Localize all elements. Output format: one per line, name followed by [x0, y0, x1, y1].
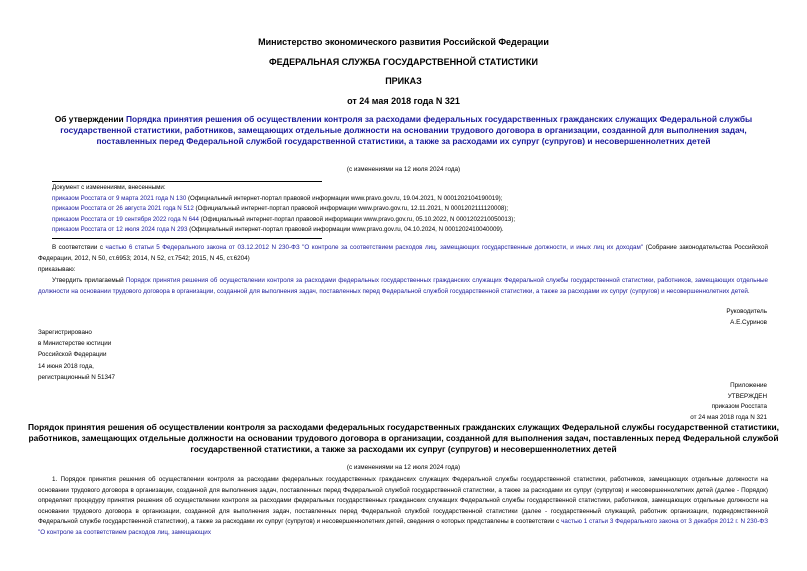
doc-change-link[interactable]: приказом Росстата от 26 августа 2021 года N 512 [52, 205, 194, 213]
paragraph-1-text: 1. Порядок принятия решения об осуществлении контроля за расходами федеральных государственных гражданских служащих Федеральной службы государственной статистики, работников, замещающих отдельные должности на основании трудового договора в организации, созданной для выполнения задач, поставленных перед Федеральной службой государственной статистики, а также за расходами их супруг (супругов) и несовершеннолетних детей (далее - Порядок) определяет процедуру принятия решения об осуществлении контроля за расходами федеральных государственных гражданских служащих Федеральной службы государственной статистики, работников, замещающих отдельные должности на основании трудового договора в организации, созданной для выполнения задач, поставленных перед Федеральной службой государственной статистики (далее - государственный служащий, работник организации, подведомственной Федеральной службе государственной статистики), а также за расходами их супруг (супругов) и несовершеннолетних детей, сведения о которых представлены в соответствии с [38, 476, 768, 526]
order-verb: приказываю: [38, 266, 76, 273]
doc-change-item [52, 215, 515, 225]
doc-type: ПРИКАЗ [385, 76, 422, 86]
appendix-line: Приложение [730, 382, 767, 389]
doc-changes-heading: Документ с изменениями, внесенными: [52, 184, 166, 191]
appendix-line: УТВЕРЖДЕН [727, 392, 767, 400]
registration-line: 14 июня 2018 года, [38, 362, 94, 370]
registration-block [38, 327, 115, 383]
registration-line: Зарегистрировано [38, 329, 92, 336]
approve-procedure-link[interactable]: Порядок принятия решения об осуществлении контроля за расходами федеральных государственных гражданских служащих Федеральной службы государственной статистики, работников, замещающих отдельные должности на основании трудового договора в организации, созданной для выполнения задач, поставленных перед Федеральной службой государственной статистики, а также за расходами их супруг (супругов) и несовершеннолетних детей [38, 277, 769, 295]
order-title-link[interactable]: Порядка принятия решения об осуществлении контроля за расходами федеральных государственных гражданских служащих Федеральной службы государственной статистики, работников, замещающих отдельные должности на основании трудового договора в организации, созданной для выполнения задач, поставленных перед Федеральной службой государственной статистики, а также за расходами их супруг (супругов) и несовершеннолетних детей [60, 114, 753, 146]
divider [52, 181, 322, 182]
approve-end: . [747, 287, 750, 295]
doc-change-source: (Официальный интернет-портал правовой информации www.pravo.gov.ru, 04.10.2024, N 0001202410040009). [187, 226, 504, 234]
signature-role: Руководитель [726, 308, 767, 315]
approve-start: Утвердить прилагаемый [52, 277, 126, 284]
changes-note-2: (с изменениями на 12 июля 2024 года) [346, 464, 461, 471]
doc-change-source: (Официальный интернет-портал правовой информации www.pravo.gov.ru, 05.10.2022, N 0001202210050013); [198, 215, 516, 223]
appendix-block [690, 381, 767, 423]
registration-line: в Министерстве юстиции [38, 340, 112, 348]
procedure-title: Порядок принятия решения об осуществлении контроля за расходами федеральных государственных гражданских служащих Федеральной службы государственной статистики, работников, замещающих отдельные должности на основании трудового договора в организации, созданной для выполнения задач, поставленных перед Федеральной службой государственной статистики, а также за расходами их супруг (супругов) и несовершеннолетних детей [28, 422, 779, 454]
order-title [40, 114, 767, 147]
paragraph-1-law-link[interactable]: частью 1 статьи 3 Федерального закона от 3 декабря 2012 г. N 230-ФЗ "О контроле за соответствием расходов лиц, замещающих [38, 518, 768, 536]
paragraph-1 [38, 475, 768, 539]
doc-change-item [52, 225, 515, 235]
doc-change-link[interactable]: приказом Росстата от 19 сентября 2022 года N 644 [52, 215, 199, 223]
approve-paragraph [38, 276, 768, 297]
preamble-law-link[interactable]: частью 6 статьи 5 Федерального закона от 03.12.2012 N 230-ФЗ "О контроле за соответствием расходов лиц, замещающих государственные должности, и иных лиц их доходам" [105, 244, 644, 251]
doc-change-source: (Официальный интернет-портал правовой информации www.pravo.gov.ru, 12.11.2021, N 0001202111120008); [193, 205, 509, 213]
service-name: ФЕДЕРАЛЬНАЯ СЛУЖБА ГОСУДАРСТВЕННОЙ СТАТИСТИКИ [269, 57, 538, 67]
divider [52, 238, 322, 239]
doc-change-item [52, 204, 515, 214]
signature-name: А.Е.Суринов [730, 318, 767, 326]
appendix-line: приказом Росстата [711, 403, 767, 410]
doc-change-link[interactable]: приказом Росстата от 9 марта 2021 года N 130 [52, 194, 187, 202]
changes-note: (с изменениями на 12 июля 2024 года) [346, 166, 461, 173]
order-date-number: от 24 мая 2018 года N 321 [347, 96, 460, 106]
appendix-line: от 24 мая 2018 года N 321 [690, 413, 767, 421]
doc-changes-block [52, 183, 515, 235]
doc-change-link[interactable]: приказом Росстата от 12 июля 2024 года N 293 [52, 226, 188, 234]
preamble-source: (Собрание законодательства Российской Федерации, 2012, N 50, ст.6953; 2014, N 52, ст.7542; 2015, N 45, ст.6204) [38, 244, 769, 262]
order-title-prefix: Об утверждении [54, 114, 126, 124]
ministry-name: Министерство экономического развития Российской Федерации [258, 37, 549, 47]
doc-change-source: (Официальный интернет-портал правовой информации www.pravo.gov.ru, 19.04.2021, N 0001202104190019); [186, 194, 503, 202]
signature-block [726, 307, 767, 328]
preamble-start: В соответствии с [52, 244, 106, 251]
registration-line: регистрационный N 51347 [38, 373, 116, 381]
registration-line: Российской Федерации [38, 351, 107, 359]
preamble-paragraph [38, 243, 768, 264]
doc-change-item [52, 194, 515, 204]
